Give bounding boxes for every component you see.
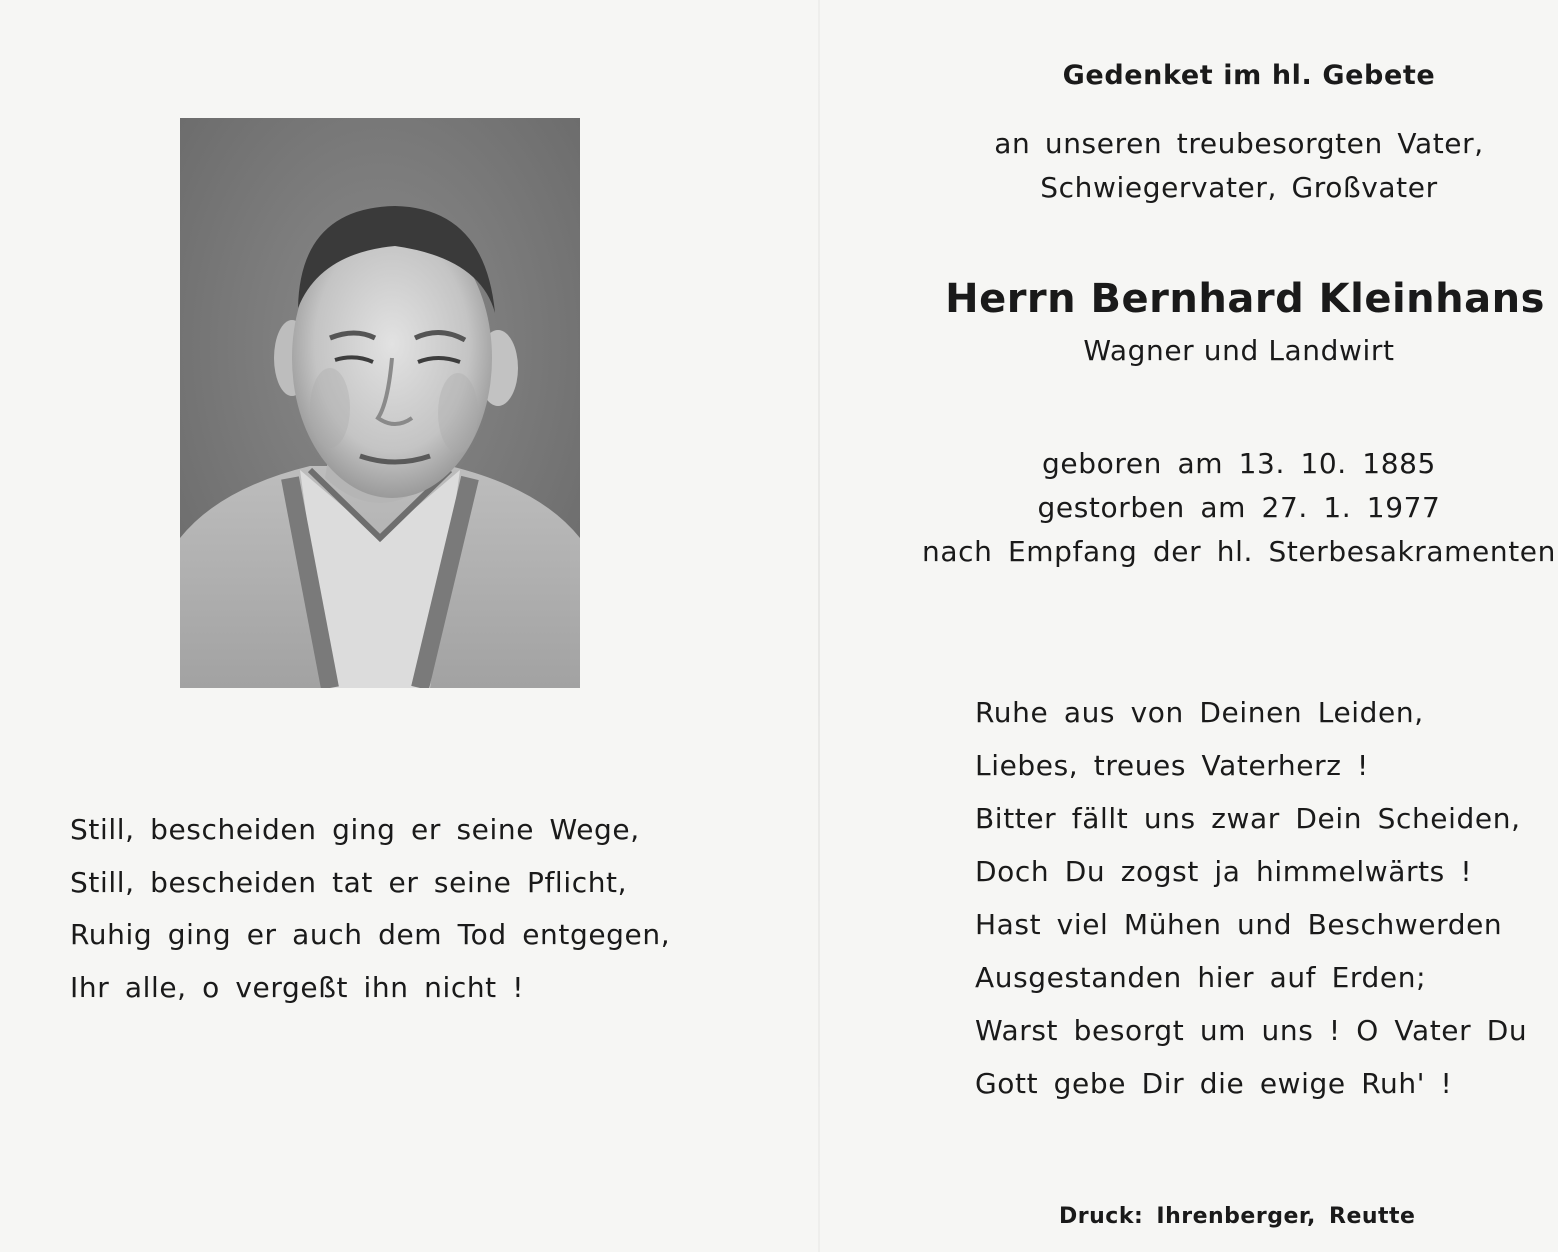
portrait-illustration [180, 118, 580, 688]
dedication-line: an unseren treubesorgten Vater, [994, 127, 1484, 160]
right-poem-line: Ruhe aus von Deinen Leiden, [975, 696, 1424, 729]
left-poem-line: Still, bescheiden ging er seine Wege, [70, 813, 640, 846]
dedication [899, 122, 1558, 210]
right-poem-line: Doch Du zogst ja himmelwärts ! [975, 855, 1473, 888]
life-dates [899, 442, 1558, 574]
right-poem-line: Ausgestanden hier auf Erden; [975, 961, 1427, 994]
right-poem-line: Hast viel Mühen und Beschwerden [975, 908, 1503, 941]
right-page [905, 0, 1558, 1252]
birth-date: geboren am 13. 10. 1885 [1042, 447, 1436, 480]
right-poem-line: Warst besorgt um uns ! O Vater Du [975, 1014, 1528, 1047]
printer-credit: Druck: Ihrenberger, Reutte [1059, 1204, 1416, 1229]
right-poem-line: Liebes, treues Vaterherz ! [975, 749, 1369, 782]
left-poem [70, 804, 790, 1014]
portrait-photo [180, 118, 580, 688]
right-poem-line: Bitter fällt uns zwar Dein Scheiden, [975, 802, 1521, 835]
left-poem-line: Ihr alle, o vergeßt ihn nicht ! [70, 970, 525, 1004]
sacraments-note: nach Empfang der hl. Sterbesakramenten [922, 535, 1556, 568]
death-date: gestorben am 27. 1. 1977 [1037, 491, 1441, 524]
deceased-name: Herrn Bernhard Kleinhans [945, 276, 1545, 322]
left-poem-line: Still, bescheiden tat er seine Pflicht, [70, 865, 628, 899]
left-poem-line: Ruhig ging er auch dem Tod entgegen, [70, 918, 671, 951]
card-fold [818, 0, 820, 1252]
right-poem [975, 686, 1527, 1110]
dedication-line: Schwiegervater, Großvater [1040, 171, 1438, 204]
right-poem-line: Gott gebe Dir die ewige Ruh' ! [975, 1067, 1453, 1100]
memorial-heading: Gedenket im hl. Gebete [1062, 60, 1436, 91]
occupation: Wagner und Landwirt [1083, 334, 1395, 367]
